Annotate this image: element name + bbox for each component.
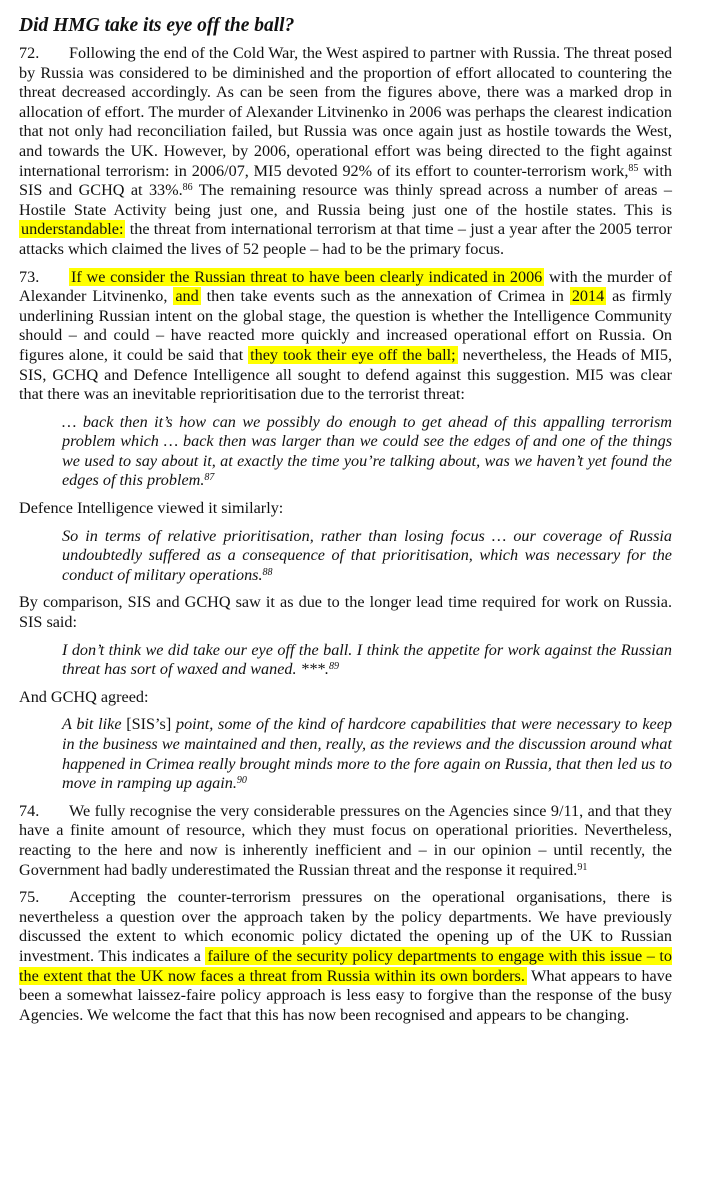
paragraph-number: 75. <box>19 888 40 907</box>
footnote-ref[interactable]: 87 <box>204 472 215 484</box>
highlight: failure of the security policy departments to engage with this issue – to the extent that the UK now faces a threat from Russia within its own borders. <box>19 946 672 985</box>
lead-sis: By comparison, SIS and GCHQ saw it as due to the longer lead time required for work on Russia. SIS said: <box>19 593 672 632</box>
section-title: Did HMG take its eye off the ball? <box>19 15 295 36</box>
footnote-ref[interactable]: 88 <box>262 566 273 578</box>
highlight: 2014 <box>571 287 605 306</box>
footnote-ref[interactable]: 89 <box>328 661 339 673</box>
quote-mi5: … back then it’s how can we possibly do enough to get ahead of this appalling terrorism problem which … back then was larger than we could see the edges of and one of the things we used to say about it, at exactly the time you’re talking about, was we haven’t yet found the edges of this problem.$^{87}$ <box>62 412 672 490</box>
paragraph-number: 74. <box>19 801 40 820</box>
paragraph-74: 74. We fully recognise the very considerable pressures on the Agencies since 9/11, and that they have a finite amount of resource, which they must focus on operational priorities. Nevertheless, reacting to the here and now is inherently inefficient and – in our opinion – until recently, the Government had badly underestimated the Russian threat and the response it required.$^{91}$ <box>19 801 672 879</box>
bracket-insertion: [SIS’s] <box>126 715 172 734</box>
paragraph-75: 75. Accepting the counter-terrorism pressures on the operational organisations, there is nevertheless a question over the approach taken by the policy departments. We have previously discussed the extent to which economic policy dictated the opening up of the UK to Russian investment. This indicates a failure of the security policy departments to engage with this issue – to the extent that the UK now faces a threat from Russia within its own borders. What appears to have been a somewhat laissez-faire policy approach is less easy to forgive than the response of the busy Agencies. We welcome the fact that this has now been recognised and appears to be changing. <box>19 888 673 1024</box>
highlight: they took their eye off the ball; <box>250 345 456 364</box>
quote-sis: I don’t think we did take our eye off the ball. I think the appetite for work against the Russian threat has sort of waxed and waned. ***.$^{89}$ <box>62 640 672 679</box>
paragraph-73: 73. If we consider the Russian threat to have been clearly indicated in 2006 with the murder of Alexander Litvinenko, and then take events such as the annexation of Crimea in 2014 as firmly underlining Russian intent on the global stage, the question is whether the Intelligence Community should – and could – have reacted more quickly and increased operational effort on Russia. On figures alone, it could be said that they took their eye off the ball; nevertheless, the Heads of MI5, SIS, GCHQ and Defence Intelligence all sought to defend against this suggestion. MI5 was clear that there was an inevitable reprioritisation due to the terrorist threat: <box>19 267 672 404</box>
lead-gchq: And GCHQ agreed: <box>19 687 149 706</box>
quote-defence-intelligence: So in terms of relative prioritisation, rather than losing focus … our coverage of Russia undoubtedly suffered as a consequence of that prioritisation, which was necessary for the conduct of military operations.$^{88}$ <box>62 526 672 584</box>
highlight: and <box>175 287 199 306</box>
paragraph-number: 72. <box>19 44 40 62</box>
highlight: If we consider the Russian threat to have been clearly indicated in 2006 <box>71 267 543 286</box>
footnote-ref[interactable]: 86 <box>182 182 193 194</box>
footnote-ref[interactable]: 91 <box>577 861 588 873</box>
footnote-ref[interactable]: 85 <box>628 162 639 174</box>
highlight: understandable: <box>21 220 124 239</box>
lead-defence-intelligence: Defence Intelligence viewed it similarly: <box>19 499 284 518</box>
quote-gchq: A bit like [SIS’s] point, some of the kind of hardcore capabilities that were necessary to keep in the business we maintained and then, really, as the reviews and the discussion around what happened in Crimea really brought minds more to the fore again on Russia, that then led us to move in ramping up again.$^{90}$ <box>62 715 672 793</box>
paragraph-number: 73. <box>19 267 40 286</box>
paragraph-72: 72. Following the end of the Cold War, the West aspired to partner with Russia. The threat posed by Russia was considered to be diminished and the proportion of effort allocated to countering the threat decreased accordingly. As can be seen from the figures above, there was a marked drop in allocation of effort. The murder of Alexander Litvinenko in 2006 was perhaps the clearest indication that not only had reconciliation failed, but Russia was once again just as hostile towards the West, and towards the UK. However, by 2006, operational effort was being directed to the fight against international terrorism: in 2006/07, MI5 devoted 92% of its effort to counter-terrorism work,$^{85}$ with SIS and GCHQ at 33%.$^{86}$ The remaining resource was thinly spread across a number of areas – Hostile State Activity being just one, and Russia being just one of the hostile states. This is understandable: the threat from international terrorism at that time – just a year after the 2005 terror attacks which claimed the lives of 52 people – had to be the primary focus. <box>19 44 672 258</box>
footnote-ref[interactable]: 90 <box>236 775 247 787</box>
